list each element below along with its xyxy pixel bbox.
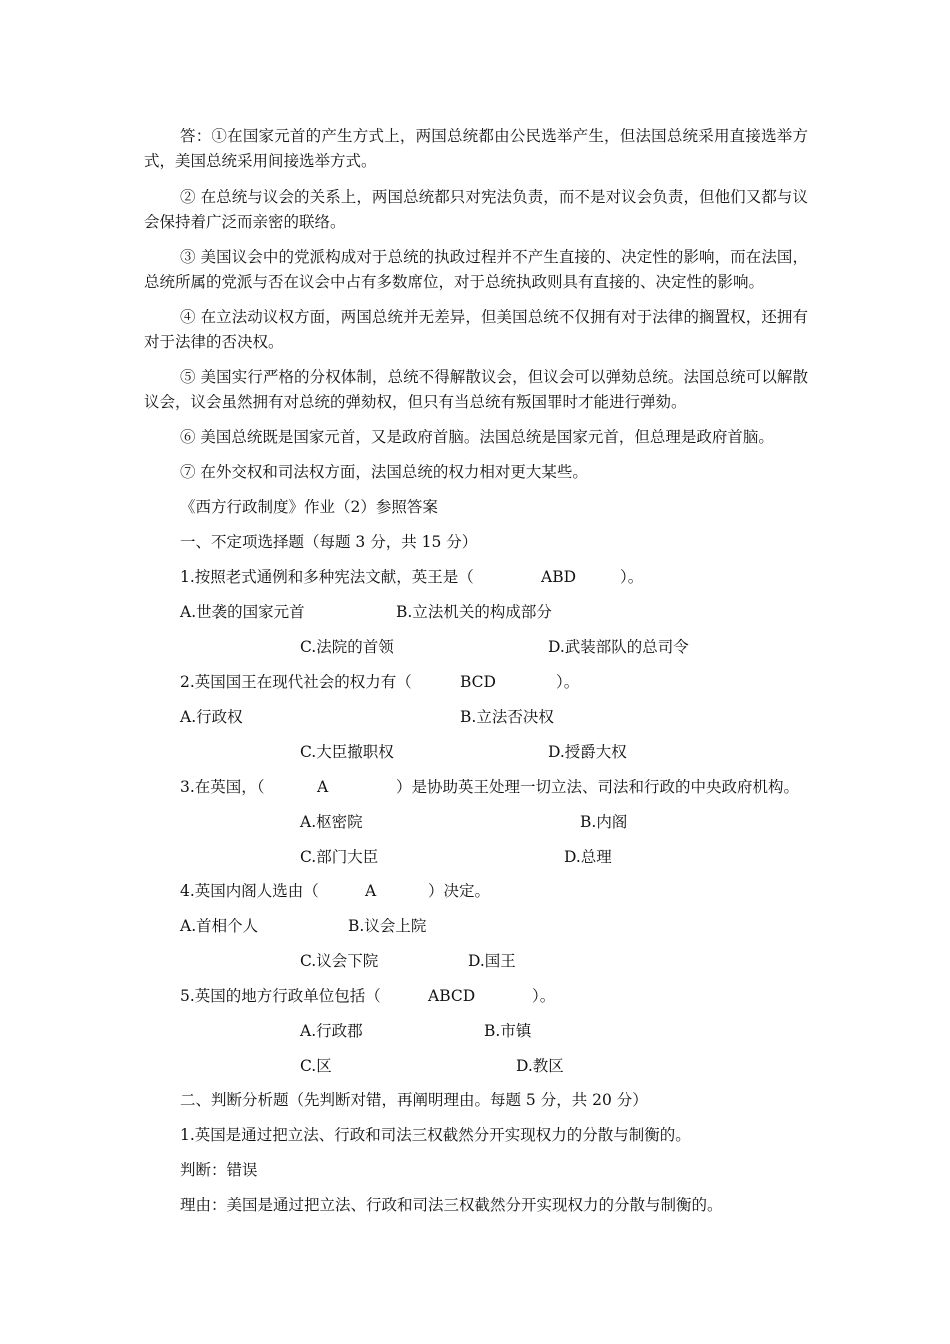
question-2-option-a: A.行政权 bbox=[180, 708, 243, 726]
answer-point-6: ⑥ 美国总统既是国家元首，又是政府首脑。法国总统是国家元首，但总理是政府首脑。 bbox=[180, 428, 774, 446]
answer-paragraph-4 bbox=[144, 305, 808, 355]
question-2-stem-end: ）。 bbox=[556, 673, 580, 691]
question-2-option-d: D.授爵大权 bbox=[548, 743, 627, 761]
question-5-option-d: D.教区 bbox=[516, 1057, 564, 1075]
question-5-option-c: C.区 bbox=[300, 1057, 332, 1075]
answer-paragraph-3 bbox=[144, 245, 808, 295]
question-1-option-b: B.立法机关的构成部分 bbox=[396, 603, 552, 621]
question-3-answer: A bbox=[317, 778, 329, 796]
question-4-answer: A bbox=[365, 882, 377, 900]
answer-point-3: ③ 美国议会中的党派构成对于总统的执政过程并不产生直接的、决定性的影响，而在法国，总统所属的党派与否在议会中占有多数席位，对于总统执政则具有直接的、决定性的影响。 bbox=[144, 248, 808, 291]
question-5-stem: 5.英国的地方行政单位包括（ bbox=[180, 987, 381, 1005]
question-3-option-c: C.部门大臣 bbox=[300, 848, 379, 866]
question-1-option-d: D.武装部队的总司令 bbox=[548, 638, 689, 656]
answer-paragraph-2 bbox=[144, 185, 808, 235]
question-3-option-a: A.枢密院 bbox=[300, 813, 363, 831]
question-2-option-b: B.立法否决权 bbox=[460, 708, 554, 726]
answer-point-7: ⑦ 在外交权和司法权方面，法国总统的权力相对更大某些。 bbox=[180, 463, 588, 481]
answer-point-4: ④ 在立法动议权方面，两国总统并无差异，但美国总统不仅拥有对于法律的搁置权，还拥有对于法律的否决权。 bbox=[144, 308, 808, 351]
question-4-option-a: A.首相个人 bbox=[180, 917, 259, 935]
question-4-option-d: D.国王 bbox=[468, 952, 516, 970]
question-5-stem-end: ）。 bbox=[532, 987, 556, 1005]
answer-paragraph-1 bbox=[144, 124, 808, 174]
question-4-option-c: C.议会下院 bbox=[300, 952, 379, 970]
judgement-reason: 理由：美国是通过把立法、行政和司法三权截然分开实现权力的分散与制衡的。 bbox=[180, 1196, 723, 1214]
question-1-stem: 1.按照老式通例和多种宪法文献，英王是（ bbox=[180, 568, 474, 586]
answer-point-5: ⑤ 美国实行严格的分权体制，总统不得解散议会，但议会可以弹劾总统。法国总统可以解散议会，议会虽然拥有对总统的弹劾权，但只有当总统有叛国罪时才能进行弹劾。 bbox=[144, 368, 808, 411]
question-4-option-b: B.议会上院 bbox=[348, 917, 427, 935]
question-1-answer: ABD bbox=[541, 568, 577, 586]
question-4-stem: 4.英国内阁人选由（ bbox=[180, 882, 319, 900]
judgement-answer: 判断：错误 bbox=[180, 1161, 258, 1179]
answer-intro: 答：①在国家元首的产生方式上，两国总统都由公民选举产生，但法国总统采用直接选举方式，美国总统采用间接选举方式。 bbox=[144, 127, 808, 170]
question-3-stem: 3.在英国，（ bbox=[180, 778, 265, 796]
question-5-answer: ABCD bbox=[428, 987, 476, 1005]
question-1-stem-end: ）。 bbox=[620, 568, 644, 586]
question-3-option-d: D.总理 bbox=[564, 848, 612, 866]
question-5-option-a: A.行政郡 bbox=[300, 1022, 363, 1040]
question-4-stem-end: ）决定。 bbox=[428, 882, 491, 900]
question-2-option-c: C.大臣撤职权 bbox=[300, 743, 394, 761]
question-5-option-b: B.市镇 bbox=[484, 1022, 532, 1040]
answer-paragraph-5 bbox=[144, 365, 808, 415]
question-3-stem-end: ）是协助英王处理一切立法、司法和行政的中央政府机构。 bbox=[396, 778, 800, 796]
section2-heading: 二、判断分析题（先判断对错，再阐明理由。每题 5 分，共 20 分） bbox=[180, 1091, 648, 1109]
section1-heading: 一、不定项选择题（每题 3 分，共 15 分） bbox=[180, 533, 478, 551]
answer-point-2: ② 在总统与议会的关系上，两国总统都只对宪法负责，而不是对议会负责，但他们又都与议会保持着广泛而亲密的联络。 bbox=[144, 188, 808, 231]
question-1-option-a: A.世袭的国家元首 bbox=[180, 603, 305, 621]
document-title: 《西方行政制度》作业（2）参照答案 bbox=[180, 498, 438, 516]
question-1-option-c: C.法院的首领 bbox=[300, 638, 394, 656]
question-2-stem: 2.英国国王在现代社会的权力有（ bbox=[180, 673, 412, 691]
question-2-answer: BCD bbox=[460, 673, 496, 691]
judgement-question-1: 1.英国是通过把立法、行政和司法三权截然分开实现权力的分散与制衡的。 bbox=[180, 1126, 691, 1144]
question-3-option-b: B.内阁 bbox=[580, 813, 628, 831]
